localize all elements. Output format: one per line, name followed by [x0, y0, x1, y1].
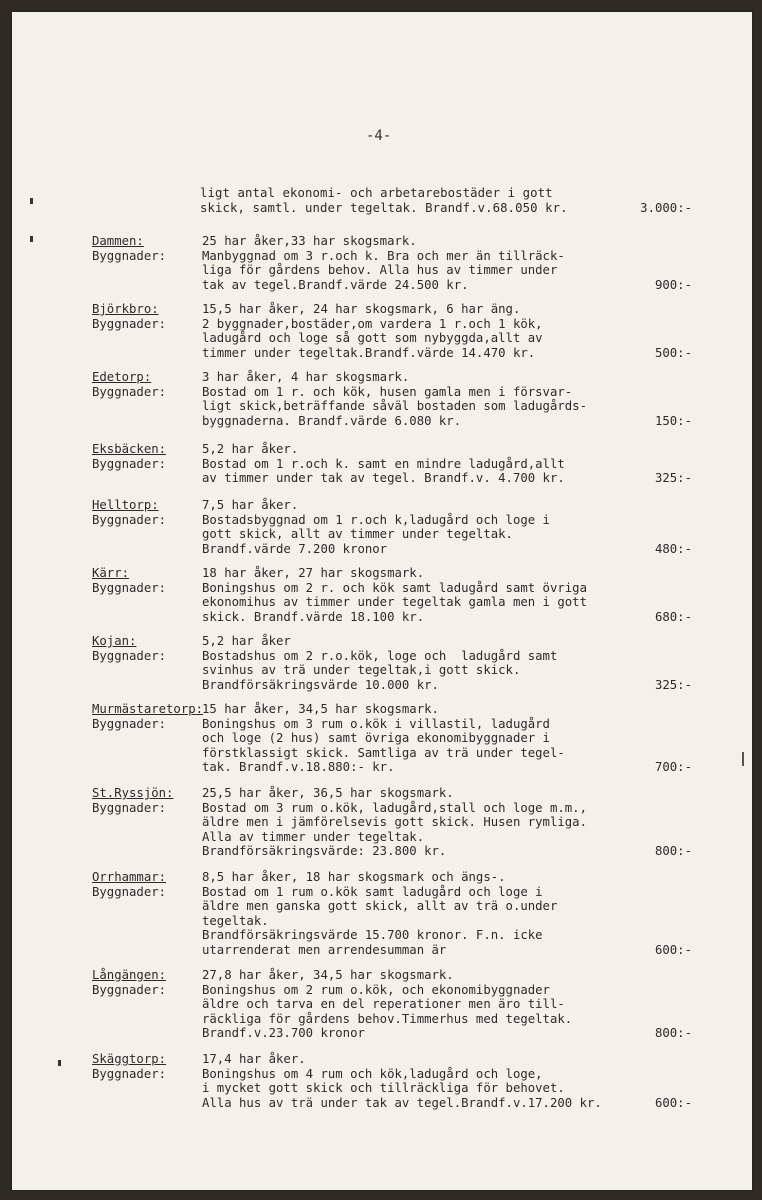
- rent-amount: 325:-: [654, 677, 692, 692]
- entry-line: Bostadshus om 2 r.o.kök, loge och ladugård samt: [202, 648, 558, 663]
- property-entry: [92, 370, 692, 428]
- property-entry: [92, 702, 692, 775]
- property-entry: [92, 870, 692, 958]
- entry-line: byggnaderna. Brandf.värde 6.080 kr.: [202, 413, 462, 428]
- property-name: Dammen:: [92, 234, 144, 248]
- margin-mark: [742, 752, 744, 766]
- property-name: St.Ryssjön:: [92, 786, 174, 800]
- entry-line: liga för gårdens behov. Alla hus av timmer under: [202, 263, 558, 278]
- entry-line: äldre men ganska gott skick, allt av trä o.under: [202, 899, 558, 914]
- buildings-label: Byggnader:: [92, 648, 167, 663]
- rent-amount: 600:-: [654, 942, 692, 957]
- entry-line: Boningshus om 2 rum o.kök, och ekonomibyggnader: [202, 982, 550, 997]
- entry-line: Brandförsäkringsvärde 15.700 kronor. F.n. icke: [202, 928, 543, 943]
- buildings-label: Byggnader:: [92, 884, 167, 899]
- property-entry: [92, 442, 692, 486]
- property-name: Långängen:: [92, 968, 167, 982]
- rent-amount: 500:-: [654, 345, 692, 360]
- property-entry: [92, 634, 692, 692]
- entry-line: av timmer under tak av tegel. Brandf.v. 4.700 kr.: [202, 471, 565, 486]
- entry-line: tak. Brandf.v.18.880:- kr.: [202, 760, 395, 775]
- entry-line: äldre men i jämförelsevis gott skick. Husen rymliga.: [202, 815, 587, 830]
- entry-line: ladugård och loge så gott som nybyggda,allt av: [202, 331, 543, 346]
- entry-line: och loge (2 hus) samt övriga ekonomibyggnader i: [202, 731, 550, 746]
- margin-mark: [30, 198, 33, 204]
- property-name: Helltorp:: [92, 498, 159, 512]
- page-number: -4-: [366, 128, 392, 144]
- document-page: [12, 12, 752, 1190]
- entry-line: Bostad om 1 r.och k. samt en mindre ladugård,allt: [202, 456, 565, 471]
- property-entry: [92, 1052, 692, 1110]
- property-entry: [92, 302, 692, 360]
- buildings-label: Byggnader:: [92, 384, 167, 399]
- buildings-label: Byggnader:: [92, 580, 167, 595]
- property-name: Orrhammar:: [92, 870, 167, 884]
- entry-line: räckliga för gårdens behov.Timmerhus med tegeltak.: [202, 1011, 573, 1026]
- entry-line: 3 har åker, 4 har skogsmark.: [202, 370, 410, 384]
- entry-line: Brandf.värde 7.200 kronor: [202, 541, 388, 556]
- buildings-label: Byggnader:: [92, 982, 167, 997]
- entry-line: timmer under tegeltak.Brandf.värde 14.470 kr.: [202, 345, 536, 360]
- intro-amount: 3.000:-: [640, 200, 692, 215]
- entry-line: 5,2 har åker: [202, 634, 291, 648]
- property-entry: [92, 968, 692, 1041]
- property-name: Eksbäcken:: [92, 442, 167, 456]
- rent-amount: 600:-: [654, 1095, 692, 1110]
- entry-line: ligt skick,beträffande såväl bostaden som ladugårds-: [202, 399, 587, 414]
- entry-line: förstklassigt skick. Samtliga av trä under tegel-: [202, 745, 565, 760]
- entry-line: Bostadsbyggnad om 1 r.och k,ladugård och loge i: [202, 512, 550, 527]
- entry-line: 18 har åker, 27 har skogsmark.: [202, 566, 425, 580]
- entry-line: ekonomihus av timmer under tegeltak gamla men i gott: [202, 595, 587, 610]
- property-name: Skäggtorp:: [92, 1052, 167, 1066]
- intro-line: skick, samtl. under tegeltak. Brandf.v.68.050 kr.: [200, 200, 568, 215]
- entry-line: 25 har åker,33 har skogsmark.: [202, 234, 417, 248]
- entry-line: Boningshus om 4 rum och kök,ladugård och loge,: [202, 1066, 543, 1081]
- entry-line: 17,4 har åker.: [202, 1052, 306, 1066]
- intro-paragraph: [200, 186, 690, 215]
- entry-line: 15,5 har åker, 24 har skogsmark, 6 har äng.: [202, 302, 521, 316]
- buildings-label: Byggnader:: [92, 1066, 167, 1081]
- buildings-label: Byggnader:: [92, 512, 167, 527]
- entry-line: 2 byggnader,bostäder,om vardera 1 r.och 1 kök,: [202, 316, 543, 331]
- entry-line: tegeltak.: [202, 913, 269, 928]
- entry-line: i mycket gott skick och tillräckliga för behovet.: [202, 1081, 565, 1096]
- entry-line: gott skick, allt av timmer under tegeltak.: [202, 527, 513, 542]
- property-name: Edetorp:: [92, 370, 152, 384]
- entry-line: Manbyggnad om 3 r.och k. Bra och mer än tillräck-: [202, 248, 565, 263]
- entry-line: Bostad om 1 rum o.kök samt ladugård och loge i: [202, 884, 543, 899]
- entry-line: Bostad om 1 r. och kök, husen gamla men i försvar-: [202, 384, 573, 399]
- intro-line: ligt antal ekonomi- och arbetarebostäder i gott: [200, 186, 553, 200]
- property-entry: [92, 498, 692, 556]
- entry-line: Bostad om 3 rum o.kök, ladugård,stall och loge m.m.,: [202, 800, 587, 815]
- rent-amount: 800:-: [654, 844, 692, 859]
- entry-line: Boningshus om 2 r. och kök samt ladugård samt övriga: [202, 580, 587, 595]
- entry-line: tak av tegel.Brandf.värde 24.500 kr.: [202, 277, 469, 292]
- buildings-label: Byggnader:: [92, 316, 167, 331]
- rent-amount: 800:-: [654, 1026, 692, 1041]
- entry-line: Brandförsäkringsvärde 10.000 kr.: [202, 677, 439, 692]
- property-name: Murmästaretorp:: [92, 702, 204, 716]
- property-name: Kärr:: [92, 566, 130, 580]
- entry-line: 15 har åker, 34,5 har skogsmark.: [202, 702, 439, 716]
- rent-amount: 680:-: [654, 609, 692, 624]
- buildings-label: Byggnader:: [92, 716, 167, 731]
- entry-line: Brandf.v.23.700 kronor: [202, 1026, 365, 1041]
- entry-line: Alla hus av trä under tak av tegel.Brandf.v.17.200 kr.: [202, 1095, 602, 1110]
- entry-line: 27,8 har åker, 34,5 har skogsmark.: [202, 968, 454, 982]
- entry-line: äldre och tarva en del reperationer men äro till-: [202, 997, 565, 1012]
- entry-line: 5,2 har åker.: [202, 442, 299, 456]
- entry-line: Boningshus om 3 rum o.kök i villastil, ladugård: [202, 716, 550, 731]
- entry-line: skick. Brandf.värde 18.100 kr.: [202, 609, 425, 624]
- entry-line: 7,5 har åker.: [202, 498, 299, 512]
- buildings-label: Byggnader:: [92, 800, 167, 815]
- entry-line: svinhus av trä under tegeltak,i gott skick.: [202, 663, 521, 678]
- margin-mark: [58, 1060, 61, 1066]
- rent-amount: 150:-: [654, 413, 692, 428]
- entry-line: Alla av timmer under tegeltak.: [202, 829, 425, 844]
- rent-amount: 480:-: [654, 541, 692, 556]
- entry-line: utarrenderat men arrendesumman är: [202, 942, 447, 957]
- rent-amount: 700:-: [654, 760, 692, 775]
- property-entry: [92, 566, 692, 624]
- entry-line: 25,5 har åker, 36,5 har skogsmark.: [202, 786, 454, 800]
- entry-line: 8,5 har åker, 18 har skogsmark och ängs-.: [202, 870, 506, 884]
- property-name: Björkbro:: [92, 302, 159, 316]
- entry-line: Brandförsäkringsvärde: 23.800 kr.: [202, 844, 447, 859]
- rent-amount: 900:-: [654, 277, 692, 292]
- property-name: Kojan:: [92, 634, 137, 648]
- property-entry: [92, 786, 692, 859]
- buildings-label: Byggnader:: [92, 456, 167, 471]
- rent-amount: 325:-: [654, 471, 692, 486]
- buildings-label: Byggnader:: [92, 248, 167, 263]
- property-entry: [92, 234, 692, 292]
- margin-mark: [30, 236, 33, 242]
